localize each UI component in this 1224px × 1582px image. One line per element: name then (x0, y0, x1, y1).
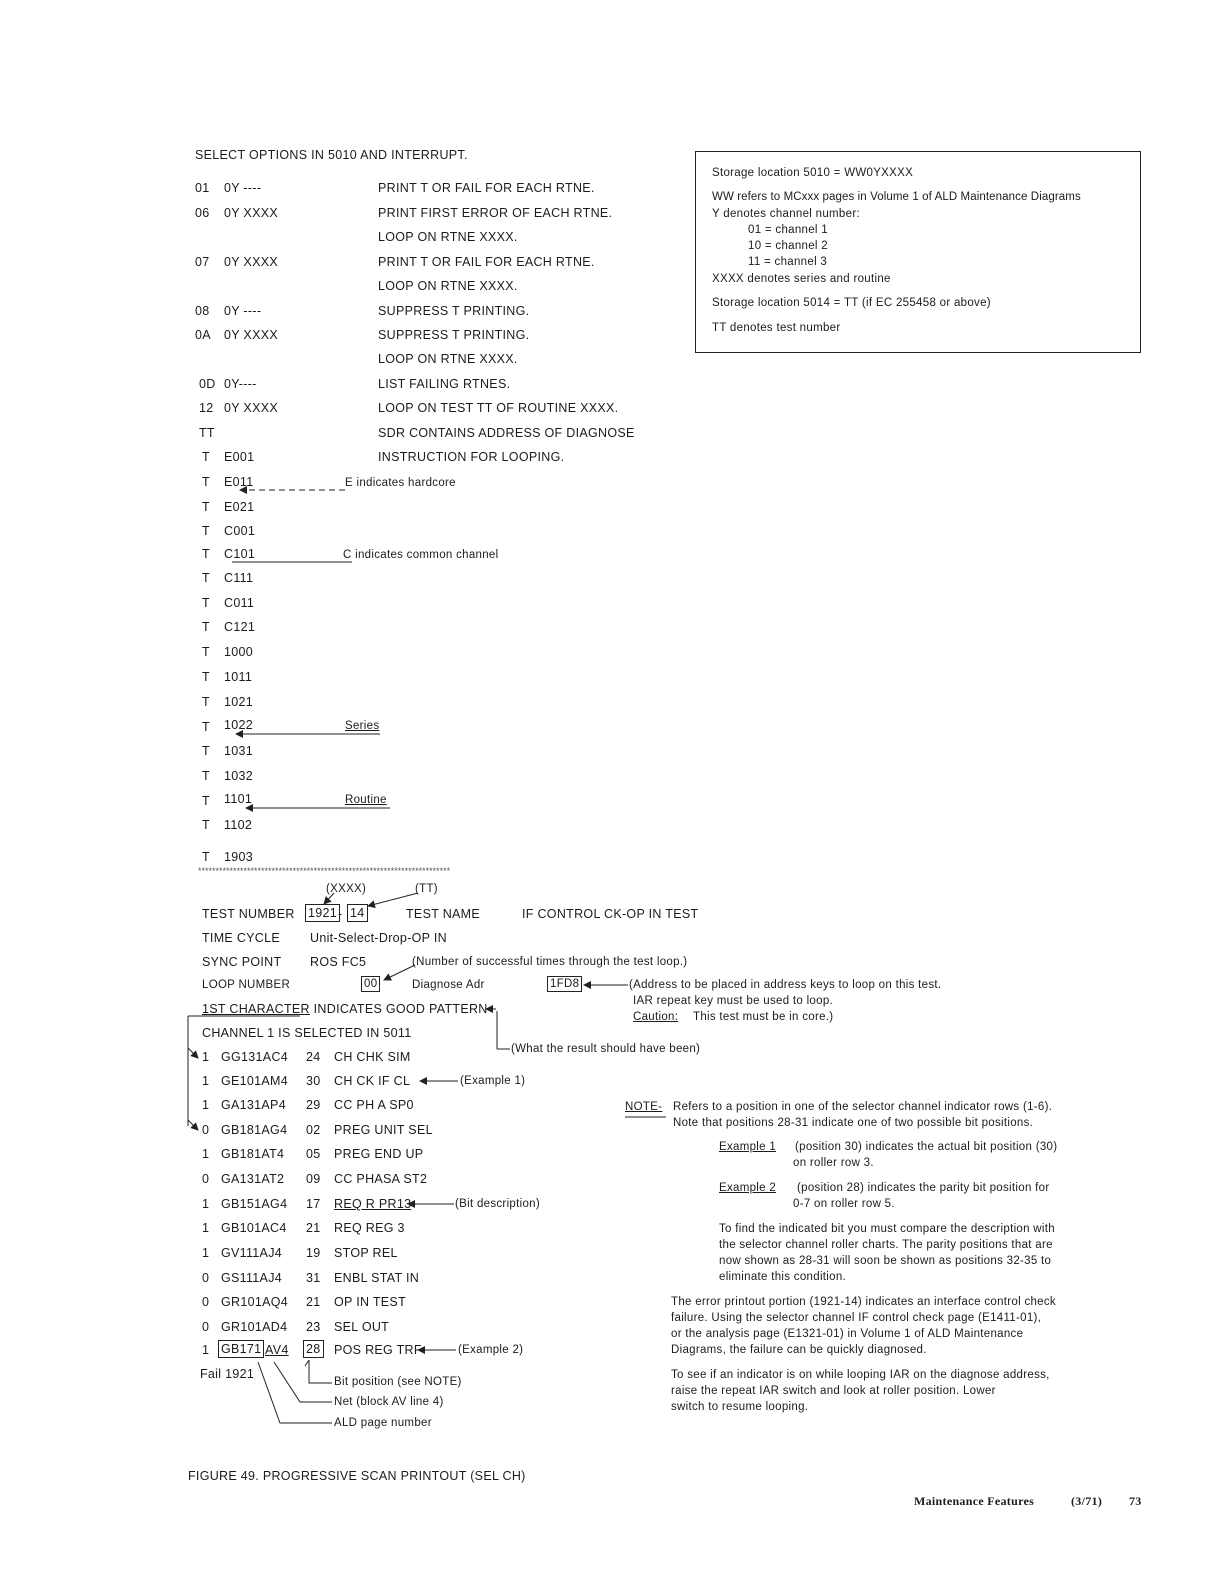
example-1-label: Example 1 (719, 1141, 777, 1153)
sync-point-value: ROS FC5 (310, 955, 367, 969)
storage-line: 10 = channel 2 (748, 240, 828, 252)
t-prefix: T (202, 818, 210, 832)
row-pos: 21 (306, 1295, 321, 1309)
stars-separator: ************************************************************************ (198, 866, 451, 876)
storage-line: Storage location 5010 = WW0YXXXX (712, 167, 914, 179)
storage-line: WW refers to MCxxx pages in Volume 1 of ALD Maintenance Diagrams (712, 191, 1081, 203)
option-value: 0Y---- (224, 377, 257, 391)
row-bit: 1 (202, 1050, 210, 1064)
diagnose-adr-box: 1FD8 (547, 976, 582, 992)
net-legend: Net (block AV line 4) (334, 1396, 444, 1408)
row-desc: CH CK IF CL (334, 1074, 411, 1088)
option-value: 0Y XXXX (224, 255, 278, 269)
ald-page-leader (258, 1362, 332, 1423)
row-desc: OP IN TEST (334, 1295, 407, 1309)
storage-line: XXXX denotes series and routine (712, 273, 891, 285)
row-desc: ENBL STAT IN (334, 1271, 420, 1285)
row-page: GR101AD4 (221, 1320, 288, 1334)
error-paragraph: failure. Using the selector channel IF control check page (E1411-01), (671, 1312, 1042, 1324)
t-prefix: T (202, 450, 210, 464)
iar-paragraph: raise the repeat IAR switch and look at roller position. Lower (671, 1385, 996, 1397)
find-text: To find the indicated bit you must compare the description with (719, 1223, 1055, 1235)
t-prefix: T (202, 571, 210, 585)
row-bit: 0 (202, 1172, 210, 1186)
error-paragraph: The error printout portion (1921-14) indicates an interface control check (671, 1296, 1056, 1308)
bit-position-leader (309, 1360, 332, 1383)
bit-position-box: 28 (303, 1340, 324, 1358)
row-bit: 1 (202, 1147, 210, 1161)
storage-line: TT denotes test number (712, 322, 841, 334)
t-prefix: T (202, 475, 210, 489)
option-code: 07 (195, 255, 210, 269)
footer-date: (3/71) (1071, 1494, 1103, 1508)
row-page: GB101AC4 (221, 1221, 287, 1235)
row-desc: CC PHASA ST2 (334, 1172, 428, 1186)
bit-description-note: (Bit description) (455, 1198, 540, 1210)
loop-number-box: 00 (361, 976, 380, 992)
row-pos: 21 (306, 1221, 321, 1235)
option-value: 0Y XXXX (224, 401, 278, 415)
option-desc: LIST FAILING RTNES. (378, 377, 511, 391)
row-page: GR101AQ4 (221, 1295, 289, 1309)
t-value: 1031 (224, 744, 254, 758)
t-value: C001 (224, 524, 256, 538)
loop-number-label: LOOP NUMBER (202, 979, 291, 991)
t-prefix: T (202, 695, 210, 709)
series-annotation: Series (345, 720, 380, 732)
t-value: 1000 (224, 645, 254, 659)
t-value: 1903 (224, 850, 254, 864)
row-bit: 1 (202, 1197, 210, 1211)
t-value: C111 (224, 571, 254, 585)
example-2-text: 0-7 on roller row 5. (793, 1198, 895, 1210)
first-character-line (202, 1002, 488, 1016)
t-value: C121 (224, 620, 256, 634)
figure-caption: FIGURE 49. PROGRESSIVE SCAN PRINTOUT (SEL CH) (188, 1469, 526, 1483)
ald-page-legend: ALD page number (334, 1417, 432, 1429)
option-value: 0Y ---- (224, 181, 262, 195)
row-page: GA131AP4 (221, 1098, 286, 1112)
option-desc: PRINT T OR FAIL FOR EACH RTNE. (378, 255, 595, 269)
option-desc: PRINT FIRST ERROR OF EACH RTNE. (378, 206, 613, 220)
sync-point-label: SYNC POINT (202, 955, 282, 969)
storage-line: 11 = channel 3 (748, 256, 828, 268)
row-bit: 0 (202, 1320, 210, 1334)
row-pos: 29 (306, 1098, 321, 1112)
channel-selected: CHANNEL 1 IS SELECTED IN 5011 (202, 1026, 412, 1040)
t-value: E011 (224, 475, 254, 489)
option-code: 0D (199, 377, 216, 391)
test-number-series-box: 1921 (305, 904, 340, 922)
option-desc: LOOP ON RTNE XXXX. (378, 352, 518, 366)
iar-paragraph: To see if an indicator is on while looping IAR on the diagnose address, (671, 1369, 1050, 1381)
t-prefix: T (202, 744, 210, 758)
note-label: NOTE- (625, 1101, 663, 1113)
example-1-text: on roller row 3. (793, 1157, 874, 1169)
row-bit: 0 (202, 1123, 210, 1137)
option-code: 0A (195, 328, 211, 342)
option-code: 12 (199, 401, 214, 415)
diagnose-adr-label: Diagnose Adr (412, 979, 485, 991)
bit-position-legend: Bit position (see NOTE) (334, 1376, 462, 1388)
example-2-note: (Example 2) (458, 1344, 524, 1356)
bracket-arrow-top (188, 1048, 198, 1058)
find-text: now shown as 28-31 will soon be shown as positions 32-35 to (719, 1255, 1052, 1267)
ald-page-box: GB171 (218, 1340, 264, 1358)
t-value: 1102 (224, 818, 253, 832)
row-desc: REQ REG 3 (334, 1221, 405, 1235)
row-page: GS111AJ4 (221, 1271, 282, 1285)
row-bit: 0 (202, 1271, 210, 1285)
row-bit: 1 (202, 1074, 210, 1088)
first-character-rest: INDICATES GOOD PATTERN (313, 1002, 488, 1016)
storage-line: Storage location 5014 = TT (if EC 255458 or above) (712, 297, 991, 309)
footer-section: Maintenance Features (914, 1494, 1035, 1508)
option-desc: SUPPRESS T PRINTING. (378, 328, 530, 342)
storage-line: Y denotes channel number: (712, 208, 860, 220)
routine-annotation: Routine (345, 794, 387, 806)
row-pos: 23 (306, 1320, 321, 1334)
t-prefix: T (202, 769, 210, 783)
caution-label: Caution: (633, 1011, 679, 1023)
test-name-label: TEST NAME (406, 907, 481, 921)
t-value: 1022 (224, 718, 254, 732)
caution-text: This test must be in core.) (693, 1011, 834, 1023)
t-prefix: T (202, 720, 210, 734)
t-value: C011 (224, 596, 255, 610)
test-name-value: IF CONTROL CK-OP IN TEST (522, 907, 699, 921)
bracket-arrow-bottom (188, 1120, 198, 1130)
t-prefix: T (202, 524, 210, 538)
option-value: 0Y XXXX (224, 328, 278, 342)
t-prefix: T (202, 794, 210, 808)
option-desc: LOOP ON RTNE XXXX. (378, 230, 518, 244)
row-bit: 1 (202, 1098, 210, 1112)
t-prefix: T (202, 670, 210, 684)
row-pos: 24 (306, 1050, 321, 1064)
row-pos: 09 (306, 1172, 321, 1186)
bit-position-tick (305, 1360, 309, 1366)
storage-line: 01 = channel 1 (748, 224, 828, 236)
t-value: 1011 (224, 670, 253, 684)
first-character-label: 1ST CHARACTER (202, 1002, 310, 1016)
address-note: (Address to be placed in address keys to loop on this test. (629, 979, 942, 991)
error-paragraph: Diagrams, the failure can be quickly diagnosed. (671, 1344, 927, 1356)
row-desc: REQ R PR13 (334, 1197, 412, 1211)
note-text: Note that positions 28-31 indicate one of two possible bit positions. (673, 1117, 1034, 1129)
t-value: 1021 (224, 695, 254, 709)
iar-paragraph: switch to resume looping. (671, 1401, 809, 1413)
xxxx-label: (XXXX) (326, 883, 367, 895)
option-value: 0Y ---- (224, 304, 262, 318)
row-page: GB151AG4 (221, 1197, 288, 1211)
row-pos: 19 (306, 1246, 321, 1260)
sync-note: (Number of successful times through the test loop.) (412, 956, 688, 968)
option-code: 06 (195, 206, 210, 220)
t-prefix: T (202, 500, 210, 514)
test-number-label: TEST NUMBER (202, 907, 295, 921)
option-desc: LOOP ON TEST TT OF ROUTINE XXXX. (378, 401, 619, 415)
row-bit: 1 (202, 1246, 210, 1260)
example-2-text: (position 28) indicates the parity bit position for (797, 1182, 1050, 1194)
t-prefix: T (202, 596, 210, 610)
row-page: GB181AT4 (221, 1147, 285, 1161)
option-desc: LOOP ON RTNE XXXX. (378, 279, 518, 293)
t-value: 1101 (224, 792, 253, 806)
footer-page-number: 73 (1129, 1494, 1142, 1508)
option-code: 01 (195, 181, 210, 195)
row-page: GB181AG4 (221, 1123, 288, 1137)
find-text: the selector channel roller charts. The parity positions that are (719, 1239, 1053, 1251)
t-prefix: T (202, 547, 210, 561)
row-desc: PREG END UP (334, 1147, 424, 1161)
t-prefix: T (202, 620, 210, 634)
option-code: 08 (195, 304, 210, 318)
row-desc: STOP REL (334, 1246, 398, 1260)
row-bit: 1 (202, 1343, 210, 1357)
option-code: TT (199, 426, 215, 440)
t-prefix: T (202, 645, 210, 659)
net-value: AV4 (265, 1343, 289, 1357)
note-text: Refers to a position in one of the selector channel indicator rows (1-6). (673, 1101, 1053, 1113)
t-prefix: T (202, 850, 210, 864)
address-note: IAR repeat key must be used to loop. (633, 995, 834, 1007)
t-value: E001 (224, 450, 255, 464)
row-pos: 17 (306, 1197, 321, 1211)
example-2-label: Example 2 (719, 1182, 777, 1194)
test-number-tt-box: 14 (347, 904, 368, 922)
fail-line: Fail 1921 (200, 1367, 255, 1381)
tt-pointer (368, 893, 418, 906)
row-desc: PREG UNIT SEL (334, 1123, 433, 1137)
row-pos: 31 (306, 1271, 321, 1285)
row-desc: CC PH A SP0 (334, 1098, 414, 1112)
row-desc: CH CHK SIM (334, 1050, 411, 1064)
row-bit: 0 (202, 1295, 210, 1309)
option-value: 0Y XXXX (224, 206, 278, 220)
row-desc: POS REG TRF (334, 1343, 422, 1357)
row-page: GA131AT2 (221, 1172, 285, 1186)
time-cycle-label: TIME CYCLE (202, 931, 281, 945)
row-bit: 1 (202, 1221, 210, 1235)
time-cycle-value: Unit-Select-Drop-OP IN (310, 931, 447, 945)
t-value: E021 (224, 500, 255, 514)
common-channel-annotation: C indicates common channel (343, 549, 499, 561)
page-header: SELECT OPTIONS IN 5010 AND INTERRUPT. (195, 148, 468, 162)
row-pos: 05 (306, 1147, 321, 1161)
net-leader (274, 1362, 332, 1402)
example-1-text: (position 30) indicates the actual bit position (30) (795, 1141, 1058, 1153)
error-paragraph: or the analysis page (E1321-01) in Volume 1 of ALD Maintenance (671, 1328, 1024, 1340)
result-note: (What the result should have been) (511, 1043, 701, 1055)
t-value: C101 (224, 547, 256, 561)
find-text: eliminate this condition. (719, 1271, 847, 1283)
row-pos: 02 (306, 1123, 321, 1137)
row-page: GV111AJ4 (221, 1246, 282, 1260)
t-value: 1032 (224, 769, 254, 783)
test-number-dash: - (338, 907, 343, 921)
row-desc: SEL OUT (334, 1320, 390, 1334)
option-desc: INSTRUCTION FOR LOOPING. (378, 450, 565, 464)
option-desc: SUPPRESS T PRINTING. (378, 304, 530, 318)
row-page: GG131AC4 (221, 1050, 289, 1064)
row-page: GE101AM4 (221, 1074, 289, 1088)
hardcore-annotation: E indicates hardcore (345, 477, 456, 489)
option-desc: PRINT T OR FAIL FOR EACH RTNE. (378, 181, 595, 195)
option-desc: SDR CONTAINS ADDRESS OF DIAGNOSE (378, 426, 635, 440)
storage-location-box (695, 151, 1141, 353)
tt-label: (TT) (415, 883, 438, 895)
example-1-note: (Example 1) (460, 1075, 526, 1087)
row-pos: 30 (306, 1074, 321, 1088)
sync-pointer (384, 965, 415, 980)
